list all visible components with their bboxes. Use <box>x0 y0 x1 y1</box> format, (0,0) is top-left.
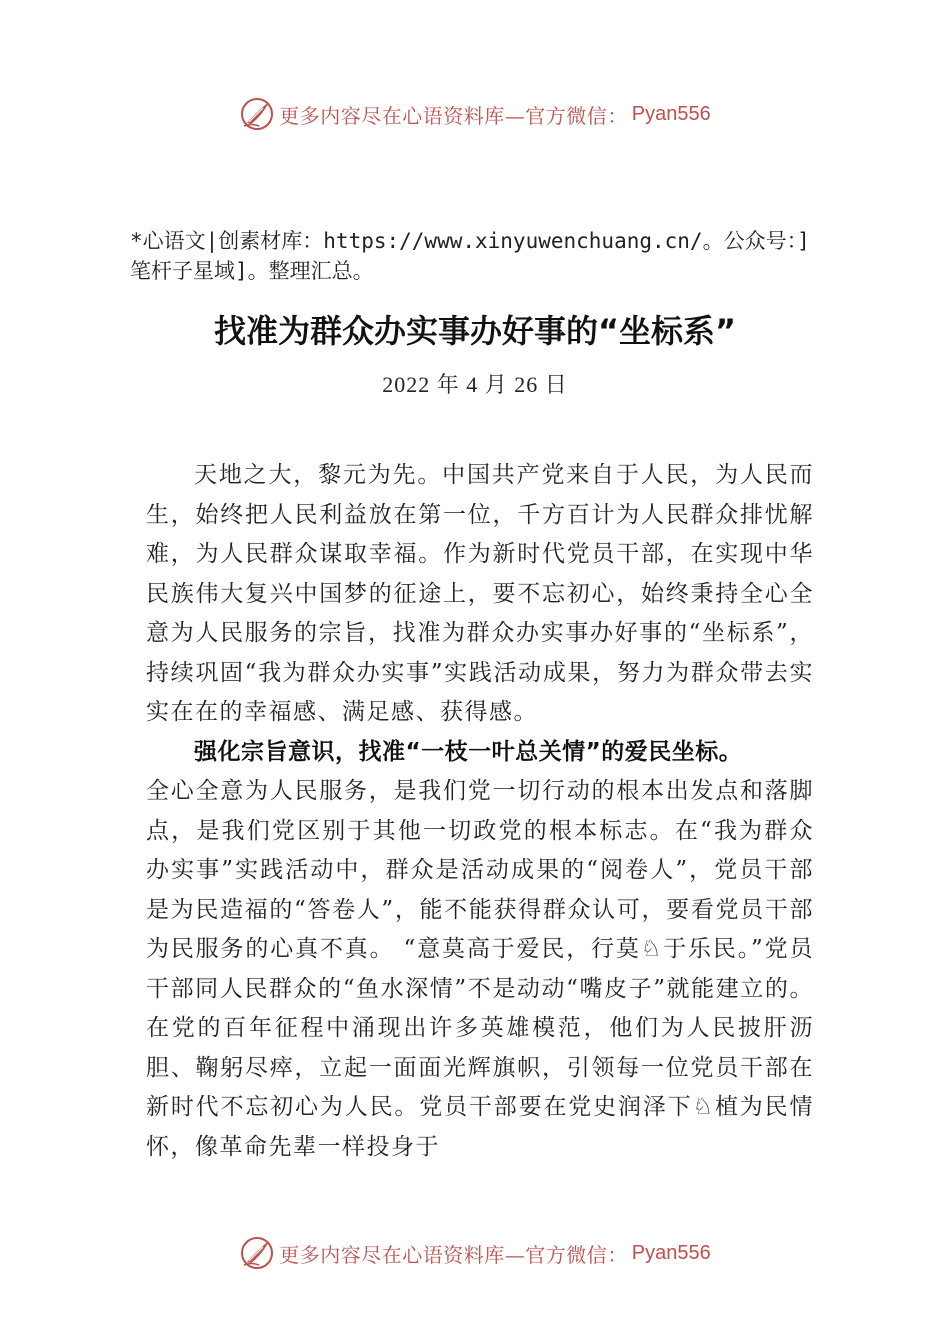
paragraph-2: 全心全意为人民服务，是我们党一切行动的根本出发点和落脚点，是我们党区别于其他一切政党的根本标志。在“我为群众办实事”实践活动中，群众是活动成果的“阅卷人”，党员干部是为民造福的“答卷人”，能不能获得群众认可，要看党员干部为民服务的心真不真。 “意莫高于爱民，行莫♘于乐民。”党员干部同人民群众的“鱼水深情”不是动动“嘴皮子”就能建立的。在党的百年征程中涌现出许多英雄模范，他们为人民披肝沥胆、鞠躬尽瘁，立起一面面光辉旗帜，引领每一位党员干部在新时代不忘初心为人民。党员干部要在党史润泽下♘植为民情怀，像革命先辈一样投身于 <box>146 778 814 1160</box>
section-heading: 强化宗旨意识，找准“一枝一叶总关情”的爱民坐标。 <box>194 738 743 765</box>
article-body <box>146 456 814 1167</box>
article-title: 找准为群众办实事办好事的“坐标系” <box>213 312 737 350</box>
article-date: 2022 年 4 月 26 日 <box>382 372 568 397</box>
banner-wechat-id: Pyan556 <box>631 1241 711 1264</box>
paragraph-1: 天地之大，黎元为先。中国共产党来自于人民，为人民而生，始终把人民利益放在第一位，千方百计为人民群众排忧解难，为人民群众谋取幸福。作为新时代党员干部，在实现中华民族伟大复兴中国梦的征途上，要不忘初心，始终秉持全心全意为人民服务的宗旨，找准为群众办实事办好事的“坐标系”，持续巩固“我为群众办实事”实践活动成果，努力为群众带去实实在在的幸福感、满足感、获得感。 <box>146 462 814 725</box>
quill-pen-logo-icon <box>239 96 275 132</box>
banner-text: 更多内容尽在心语资料库—官方微信： <box>279 1242 628 1267</box>
banner-wechat-id: Pyan556 <box>631 102 711 125</box>
footer-banner <box>0 1233 950 1273</box>
banner-text: 更多内容尽在心语资料库—官方微信： <box>279 103 628 128</box>
header-banner <box>0 94 950 134</box>
quill-pen-logo-icon <box>239 1235 275 1271</box>
source-note: *心语文|创素材库：https://www.xinyuwenchuang.cn/。公众号：]笔杆子星域]。整理汇总。 <box>130 229 810 283</box>
